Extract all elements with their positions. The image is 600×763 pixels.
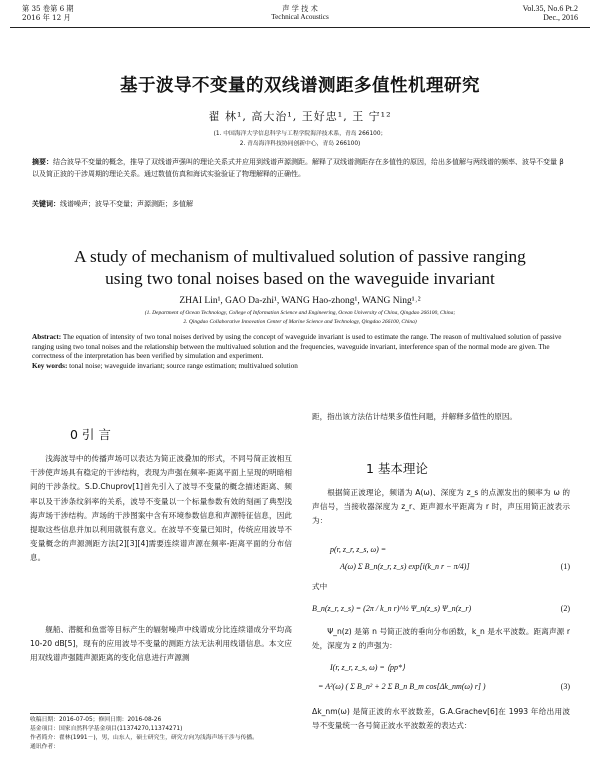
equation-1-bottom: A(ω) Σ B_n(z_r, z_s) exp[i(k_n r − π/4)] (340, 562, 470, 571)
equation-2: B_n(z_r, z_s) = (2π / k_n r)^½ Ψ_n(z_s) Ψ_n(z_r) (312, 604, 472, 613)
keywords-cn (32, 198, 568, 210)
authors-cn: 翟 林¹, 高大治¹, 王好忠¹, 王 宁¹² (208, 110, 392, 123)
date-en: Dec., 2016 (543, 13, 578, 22)
footnote-fund: 基金项目：国家自然科学基金项目(11374270,11374271) (30, 726, 183, 732)
section-0-title: 0 引 言 (70, 427, 111, 442)
header-rule (10, 27, 590, 28)
abstract-cn-text: 结合波导不变量的概念，推导了双线谱声强叫的理论关系式并应用到线谱声源测距。解释了双线谱测距存在多值性的原因，给出多值解与两线谱的频率、波导不变量 β 以及简正波的干涉周期的理论关系。通过数值仿真和海试实验验证了物理解释的正确性。 (32, 158, 564, 178)
abstract-en (32, 333, 572, 371)
title-cn: 基于波导不变量的双线谱测距多值性机理研究 (120, 76, 480, 96)
abstract-en-label: Abstract: (32, 333, 62, 341)
equation-3-bottom: = A²(ω) ( Σ B_n² + 2 Σ B_n B_m cos[Δk_nm(ω) r] ) (318, 682, 486, 691)
abstract-en-text: The equation of intensity of two tonal noises derived by using the concept of waveguide invariant is used to estimate the range. The reason of multivalued solution of passive ranging using two tonal noises and the relationship between the multivalued solution and the frequencies, waveguide invariant, interference span of the normal mode are given. The correctness of the interpretation has been verified by simulation and experiment. (32, 333, 562, 360)
equation-1-number: (1) (560, 562, 570, 571)
equation-3-top: I(r, z_r, z_s, ω) = ⟨pp*⟩ (330, 663, 406, 672)
equation-1-top: p(r, z_r, z_s, ω) = (330, 545, 387, 554)
section-1-paragraph-2: Ψ_n(z) 是第 n 号简正波的垂向分布函数，k_n 是水平波数。距离声源 r 处，深度为 z 的声强为： (312, 627, 570, 651)
date-cn: 2016 年 12 月 (22, 13, 71, 22)
header-center (200, 4, 400, 22)
keywords-en-label: Key words: (32, 361, 68, 370)
abstract-cn (32, 156, 568, 180)
title-en-line-1: A study of mechanism of multivalued solution of passive ranging (74, 247, 526, 266)
header-right (523, 4, 578, 22)
right-intro-continuation: 距，指出该方法估计结果多值性问题，并解释多值性的原因。 (312, 412, 518, 421)
section-1-paragraph-1: 根据简正波理论，频谱为 A(ω)、深度为 z_s 的点源发出的频率为 ω 的声信号，当接收器深度为 z_r、距声源水平距离为 r 时，声压用简正波表示为： (312, 488, 570, 526)
equation-3-number: (3) (560, 682, 570, 691)
keywords-cn-label: 关键词： (32, 200, 60, 208)
affiliation-cn-2: 2. 青岛海洋科技协同创新中心，青岛 266100) (239, 141, 361, 147)
affiliation-cn-1: (1. 中国海洋大学信息科学与工程学院海洋技术系，青岛 266100； (213, 131, 387, 137)
section-0-paragraph-1: 浅海波导中的传播声场可以表达为简正波叠加的形式，不同号简正波相互干涉使声场具有稳定的干涉结构，表现为声强在频率-距离平面上呈现的明暗相间的干涉条纹。S.D.Chuprov[1]首先引入了波导不变量的概念描述距离、频率以及干涉条纹斜率的关系，波导不变量以一个标量参数有效的刻画了典型浅海声场干涉结构。声场的干涉图案中含有环境参数信息和声源特征信息，因此提取这些信息并加以利用就很有意义。在波导不变量已知时，传统应用波导不变量概念的声源测距方法[2][3][4]需要连续谱声源在频率-距离平面的分布信息。 (30, 454, 292, 563)
authors-en: ZHAI Lin¹, GAO Da-zhi¹, WANG Hao-zhong¹, WANG Ning¹˒² (179, 296, 421, 306)
journal-cn: 声 学 技 术 (282, 4, 318, 13)
keywords-cn-text: 线谱噪声；波导不变量；声源测距；多值解 (60, 200, 193, 208)
volume-cn: 第 35 卷第 6 期 (22, 4, 74, 13)
affiliation-en-1: (1. Department of Ocean Technology, College of Information Science and Engineering, Ocean University of China, Qingdao 266100, China; (144, 310, 456, 316)
footnote-corresponding: 通讯作者： (30, 744, 59, 750)
section-0-paragraph-2: 舰船、潜艇和鱼雷等目标产生的辐射噪声中线谱成分比连续谱成分平均高 10-20 dB[5]，现有的应用波导不变量的测距方法无法利用线谱信息。本文应用双线谱声强随声源距离的变化信息进行声源测 (30, 625, 292, 663)
where-label: 式中 (312, 582, 328, 591)
footnotes (30, 716, 292, 752)
section-1-paragraph-3: Δk_nm(ω) 是简正波的水平波数差，G.A.Grachev[6]在 1993 年给出用波导不变量统一各号简正波水平波数差的表达式： (312, 707, 570, 731)
keywords-en-text: tonal noise; waveguide invariant; source range estimation; multivalued solution (69, 361, 298, 370)
abstract-cn-label: 摘要： (32, 158, 53, 166)
header-left (22, 4, 74, 22)
title-en-line-2: using two tonal noises based on the waveguide invariant (105, 269, 495, 288)
footnote-author: 作者简介：翟林(1991－)，男，山东人，硕士研究生，研究方向为浅海声场干涉与传播。 (30, 735, 258, 741)
journal-en: Technical Acoustics (271, 13, 329, 21)
affiliation-en-2: 2. Qingdao Collaborative Innovation Center of Marine Science and Technology, Qingdao 266100, China) (183, 319, 417, 325)
section-1-title: 1 基本理论 (366, 461, 428, 476)
footnote-received: 收稿日期：2016-07-05；修回日期：2016-08-26 (30, 717, 162, 723)
volume-en: Vol.35, No.6 Pt.2 (522, 4, 578, 13)
equation-2-number: (2) (560, 604, 570, 613)
footnote-rule (30, 713, 110, 714)
